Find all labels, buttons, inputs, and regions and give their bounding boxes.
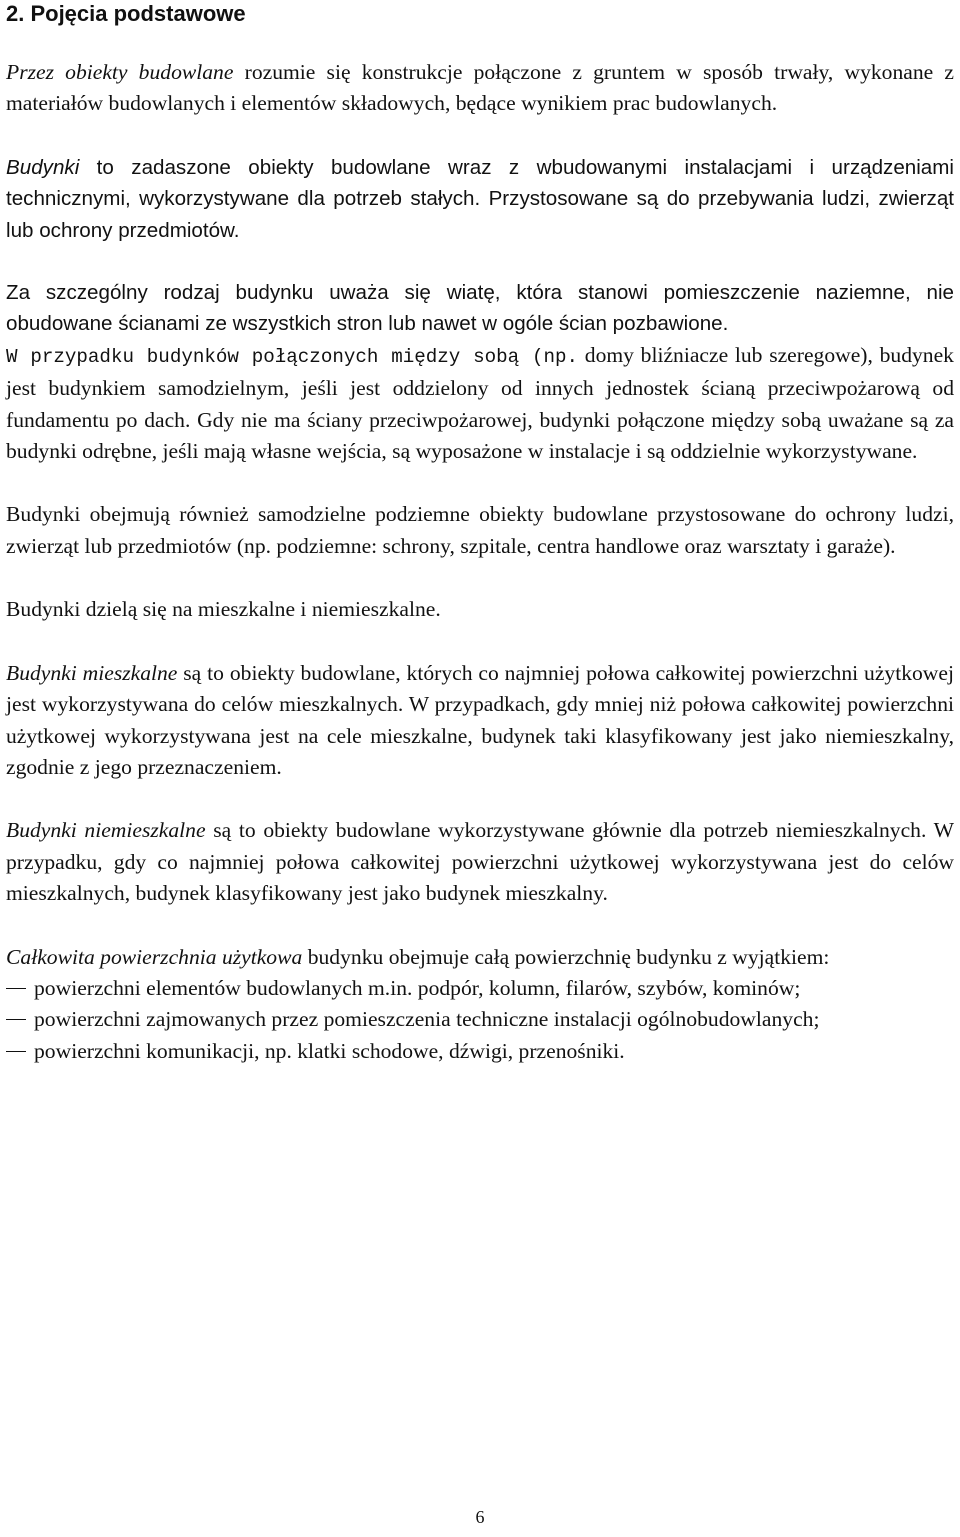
paragraph-text: domy bliźniacze lub szeregowe), budynek jest budynkiem samodzielnym, jeśli jest oddzielony od innych jednostek ścianą przeciwpożarową od fundamentu po dach. Gdy nie ma ściany przeciwpożarowej, budynki połączone między sobą uważane są za budynki odrębne, jeśli mają własne wejścia, są wyposażone w instalacje i są oddzielnie wykorzystywane. (6, 342, 954, 464)
term-calkowita-powierzchnia: Całkowita powierzchnia użytkowa (6, 944, 303, 969)
paragraph-budynki (6, 152, 954, 246)
paragraph-calkowita-powierzchnia (6, 942, 954, 973)
paragraph-budynki-niemieszkalne (6, 815, 954, 909)
paragraph-text: Za szczególny rodzaj budynku uważa się wiatę, która stanowi pomieszczenie naziemne, nie obudowane ścianami ze wszystkich stron lub nawet w ogóle ścian pozbawione. (6, 281, 954, 336)
paragraph-text: W przypadku budynków połączonych między sobą (np. (6, 345, 579, 368)
list-item (6, 1004, 954, 1035)
paragraph-text: są to obiekty budowlane wykorzystywane głównie dla potrzeb niemieszkalnych. W przypadku, gdy co najmniej połowa całkowitej powierzchni użytkowej wykorzystywana jest do celów mieszkalnych, budynek klasyfikowany jest jako budynek mieszkalny. (6, 818, 954, 906)
list-item-text: powierzchni komunikacji, np. klatki schodowe, dźwigi, przenośniki. (34, 1038, 625, 1063)
paragraph-budynki-podziemne: Budynki obejmują również samodzielne podziemne obiekty budowlane przystosowane do ochrony ludzi, zwierząt lub przedmiotów (np. podziemne: schrony, szpitale, centra handlowe oraz warsztaty i garaże). (6, 502, 954, 558)
paragraph-obiekty-budowlane (6, 57, 954, 120)
term-budynki-mieszkalne: Budynki mieszkalne (6, 660, 178, 685)
dash-bullet-icon (6, 1019, 26, 1020)
dash-bullet-icon (6, 988, 26, 989)
term-budynki: Budynki (6, 155, 80, 179)
paragraph-budynki-polaczone (6, 340, 954, 468)
section-heading: 2. Pojęcia podstawowe (6, 1, 246, 26)
list-item (6, 973, 954, 1004)
paragraph-text: rozumie się konstrukcje połączone z gruntem w sposób trwały, wykonane z materiałów budowlanych i elementów składowych, będące wynikiem prac budowlanych. (6, 60, 954, 116)
page-number: 6 (475, 1507, 485, 1527)
paragraph-text: to zadaszone obiekty budowlane wraz z wbudowanymi instalacjami i urządzeniami technicznymi, wykorzystywane dla potrzeb stałych. Przystosowane są do przebywania ludzi, zwierząt lub ochrony przedmiotów. (6, 155, 954, 242)
list-item-text: powierzchni elementów budowlanych m.in. podpór, kolumn, filarów, szybów, kominów; (34, 975, 801, 1000)
term-budynki-niemieszkalne: Budynki niemieszkalne (6, 818, 206, 843)
dash-bullet-icon (6, 1051, 26, 1052)
list-item (6, 1036, 954, 1067)
paragraph-budynki-mieszkalne (6, 658, 954, 784)
paragraph-text: są to obiekty budowlane, których co najmniej połowa całkowitej powierzchni użytkowej jest wykorzystywana do celów mieszkalnych. W przypadkach, gdy mniej niż połowa całkowitej powierzchni użytkowej wykorzystywana jest na cele mieszkalne, budynek taki klasyfikowany jest jako niemieszkalny, zgodnie z jego przeznaczeniem. (6, 660, 954, 779)
paragraph-wiata (6, 277, 954, 340)
term-obiekty-budowlane: Przez obiekty budowlane (6, 60, 234, 84)
exclusion-list (6, 973, 954, 1067)
paragraph-text: budynku obejmuje całą powierzchnię budynku z wyjątkiem: (302, 944, 830, 969)
list-item-text: powierzchni zajmowanych przez pomieszczenia techniczne instalacji ogólnobudowlanych; (34, 1007, 820, 1032)
paragraph-podzial-budynkow: Budynki dzielą się na mieszkalne i niemieszkalne. (6, 597, 441, 622)
